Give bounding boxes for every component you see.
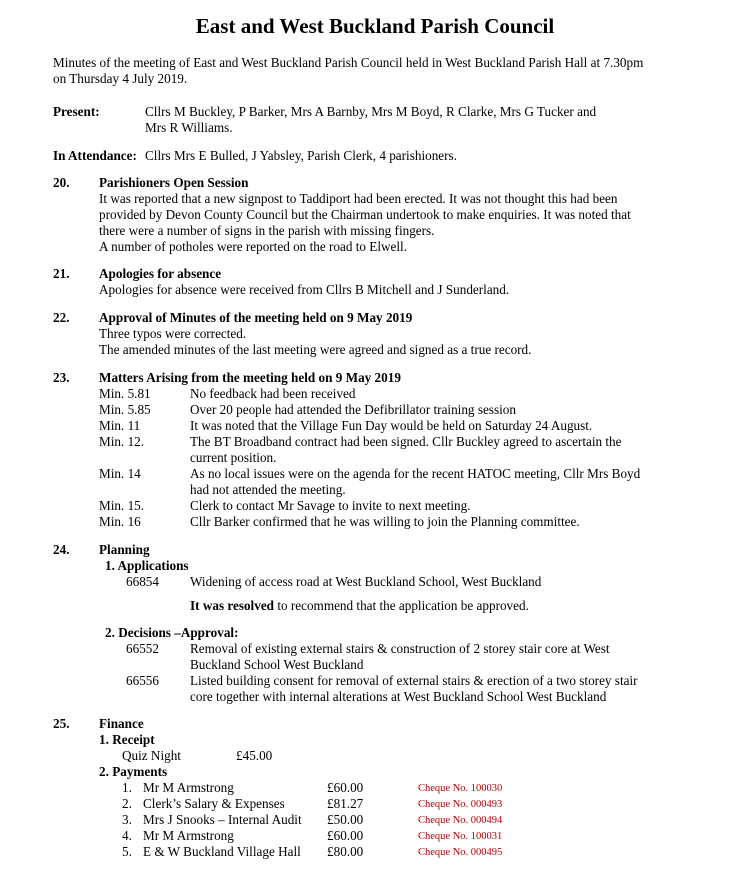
minute-text: Clerk to contact Mr Savage to invite to next meeting. <box>190 498 471 513</box>
minute-text: Over 20 people had attended the Defibrillator training session <box>190 402 516 417</box>
payments-heading: 2. Payments <box>99 764 168 779</box>
decision-text: Listed building consent for removal of external stairs & erection of a two storey stair <box>190 673 638 688</box>
section-21-number: 21. <box>53 266 70 281</box>
attendance-text: Cllrs Mrs E Bulled, J Yabsley, Parish Clerk, 4 parishioners. <box>145 148 457 163</box>
section-23-heading: Matters Arising from the meeting held on 9 May 2019 <box>99 370 401 385</box>
attendance-label: In Attendance: <box>53 148 137 163</box>
payment-payee: Mr M Armstrong <box>143 828 234 843</box>
resolution-bold: It was resolved <box>190 598 275 613</box>
decision-text: Removal of existing external stairs & construction of 2 storey stair core at West <box>190 641 610 656</box>
intro-line-1: Minutes of the meeting of East and West Buckland Parish Council held in West Buckland Parish Hall at 7.30pm <box>53 55 644 70</box>
payment-amount: £60.00 <box>327 828 364 843</box>
present-line-2: Mrs R Williams. <box>145 120 233 135</box>
decision-ref: 66556 <box>126 673 159 688</box>
payment-number: 3. <box>122 812 132 827</box>
minute-ref: Min. 5.85 <box>99 402 151 417</box>
decision-ref: 66552 <box>126 641 159 656</box>
payment-amount: £60.00 <box>327 780 364 795</box>
minute-ref: Min. 14 <box>99 466 141 481</box>
minute-text: As no local issues were on the agenda for the recent HATOC meeting, Cllr Mrs Boyd <box>190 466 641 481</box>
section-23-number: 23. <box>53 370 70 385</box>
present-line-1: Cllrs M Buckley, P Barker, Mrs A Barnby, Mrs M Boyd, R Clarke, Mrs G Tucker and <box>145 104 597 119</box>
payment-number: 4. <box>122 828 132 843</box>
payment-amount: £50.00 <box>327 812 364 827</box>
present-label: Present: <box>53 104 100 119</box>
minute-text: current position. <box>190 450 277 465</box>
section-20-line: provided by Devon County Council but the Chairman undertook to make enquiries. It was noted that <box>99 207 631 222</box>
application-ref: 66854 <box>126 574 159 589</box>
minute-ref: Min. 11 <box>99 418 141 433</box>
minute-text: The BT Broadband contract had been signed. Cllr Buckley agreed to ascertain the <box>190 434 622 449</box>
payment-cheque: Cheque No. 000493 <box>418 799 503 810</box>
minute-ref: Min. 15. <box>99 498 145 513</box>
payment-payee: Clerk’s Salary & Expenses <box>143 796 285 811</box>
section-20-heading: Parishioners Open Session <box>99 175 249 190</box>
applications-heading: 1. Applications <box>105 558 189 573</box>
payment-number: 1. <box>122 780 132 795</box>
payment-cheque: Cheque No. 100030 <box>418 783 503 794</box>
section-22-line: Three typos were corrected. <box>99 326 247 341</box>
payment-number: 5. <box>122 844 132 859</box>
section-24-number: 24. <box>53 542 70 557</box>
payment-amount: £81.27 <box>327 796 364 811</box>
payment-payee: Mr M Armstrong <box>143 780 234 795</box>
section-20-line: there were a number of signs in the parish with missing fingers. <box>99 223 435 238</box>
section-21-heading: Apologies for absence <box>99 266 222 281</box>
payment-cheque: Cheque No. 000494 <box>418 815 503 826</box>
payment-cheque: Cheque No. 000495 <box>418 847 503 858</box>
minute-text: had not attended the meeting. <box>190 482 346 497</box>
payment-amount: £80.00 <box>327 844 364 859</box>
minute-ref: Min. 5.81 <box>99 386 151 401</box>
section-22-number: 22. <box>53 310 70 325</box>
resolution-rest: to recommend that the application be approved. <box>274 598 529 613</box>
decisions-heading: 2. Decisions –Approval: <box>105 625 239 640</box>
section-20-line: It was reported that a new signpost to Taddiport had been erected. It was not thought this had been <box>99 191 618 206</box>
payment-payee: Mrs J Snooks – Internal Audit <box>143 812 302 827</box>
decision-text: Buckland School West Buckland <box>190 657 364 672</box>
section-25-number: 25. <box>53 716 70 731</box>
receipt-heading: 1. Receipt <box>99 732 155 747</box>
minute-text: It was noted that the Village Fun Day would be held on Saturday 24 August. <box>190 418 593 433</box>
decision-text: core together with internal alterations at West Buckland School West Buckland <box>190 689 607 704</box>
section-24-heading: Planning <box>99 542 150 557</box>
minute-ref: Min. 12. <box>99 434 145 449</box>
minute-ref: Min. 16 <box>99 514 141 529</box>
receipt-amount: £45.00 <box>236 748 273 763</box>
payment-number: 2. <box>122 796 132 811</box>
intro-line-2: on Thursday 4 July 2019. <box>53 71 188 86</box>
minute-text: Cllr Barker confirmed that he was willing to join the Planning committee. <box>190 514 580 529</box>
application-text: Widening of access road at West Buckland School, West Buckland <box>190 574 542 589</box>
payment-payee: E & W Buckland Village Hall <box>143 844 301 859</box>
section-22-line: The amended minutes of the last meeting were agreed and signed as a true record. <box>99 342 532 357</box>
payment-cheque: Cheque No. 100031 <box>418 831 503 842</box>
resolution <box>190 598 529 614</box>
section-22-heading: Approval of Minutes of the meeting held on 9 May 2019 <box>99 310 413 325</box>
section-25-heading: Finance <box>99 716 144 731</box>
document-title: East and West Buckland Parish Council <box>195 14 555 38</box>
section-20-number: 20. <box>53 175 70 190</box>
receipt-name: Quiz Night <box>122 748 181 763</box>
section-20-line: A number of potholes were reported on the road to Elwell. <box>99 239 407 254</box>
minute-text: No feedback had been received <box>190 386 356 401</box>
section-21-line: Apologies for absence were received from Cllrs B Mitchell and J Sunderland. <box>99 282 510 297</box>
